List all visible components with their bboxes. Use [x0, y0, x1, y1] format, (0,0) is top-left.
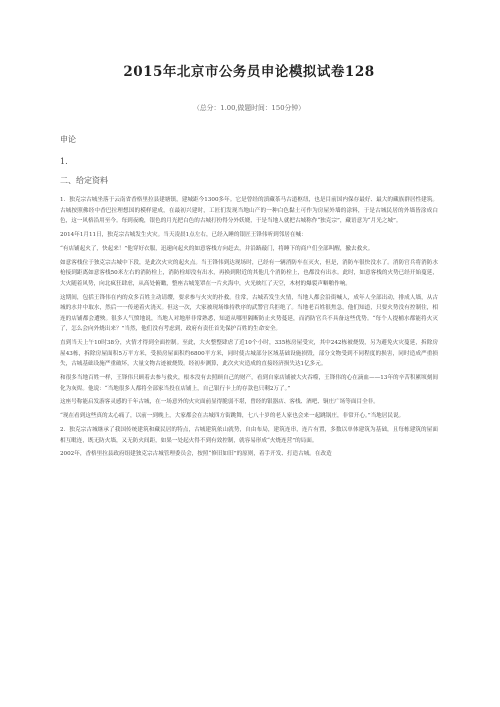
paragraph: 如意客栈位于独克宗古城中下段，是此次火灾的起火点。当王锋伟到达现场时，已经有一辆消防车在灭火，但是，消防车很快没水了。消防官兵将消防水枪接到距离如意客栈50米左右的消防栓上，消防栓却没有出水，再换到附近的其他几个消防栓上，也都没有出水。此时，如意客栈的火势已经开始蔓延，大火随着风势，向北疯狂肆虐，从高处俯瞰，整座古城笼罩在一片火海中，火光映红了天空，木材的爆裂声噼啪作响。 — [60, 259, 438, 287]
paragraph: 1．独克宗古城坐落于云南省香格里拉县建塘镇，建城距今1300多年。它是曾经的滇藏茶马古道枢纽，也是目前国内保存最好、最大的藏族群居性建筑。古城按照佛经中香巴拉理想国的模样建成，在最初兴建时，工匠们发现当地山产的一种白色黏土可作为房屋外墙的涂料，于是古城民居的外墙皆涂成白色，这一风格沿用至今。每到夜晚，银色的月光把白色的古城打扮得分外妖娆，于是当地人就把古城称作“独克宗”，藏语意为“月光之城”。 — [60, 197, 438, 225]
section-heading: 申论 — [60, 135, 76, 144]
paragraph: 2014年1月11日，独克宗古城发生火灾。当天凌晨1点左右，已经入睡的银匠王锋伟听到邻居在喊： — [60, 231, 307, 238]
paragraph: “有店铺起火了，快起来！”他穿好衣服，迅速向起火的如意客栈方向赶去，并沿路敲门，将睡下的商户们全部叫醒，撤去救火。 — [60, 245, 374, 252]
subsection-heading: 二、给定资料 — [60, 176, 108, 185]
paragraph: 这期间，包括王锋伟在内的众多百姓主动请缨，要求参与火灾的扑救。往常，古城若发生火情，当地人都会沿街喊人，成年人全部出动，排成人墙，从古城的水井中取水，然后一一传递着火浇灭。但这一次，大家被现场维持秩序的武警官兵拒绝了。当地老百姓很焦急，他们知道，只要火势没有控制住，相连的店铺都会遭殃。很多人气愤地说，当地人对地形非常熟悉，知道从哪里隔断防止火势蔓延，而消防官兵不具备这些优势。“每个人提桶水都能将火灭了，怎么会向外烧出来？”当然，他们没有考虑到，政府有责任首先保护百姓的生命安全。 — [60, 294, 438, 333]
exam-meta: （总分：1.00,做题时间：150分钟） — [193, 104, 305, 112]
document-body — [60, 195, 438, 460]
paragraph: 2002年，香格里拉县政府组建独克宗古城管理委员会，按照“修旧如旧”的原则，着手开发、打造古城。在改造 — [60, 451, 332, 458]
paragraph: 这座号称能启发游客灵感的千年古城，在一场意外的火灾面前显得脆弱不堪，曾经的银器店、客栈、酒吧、铜庄广场等面目全非。 — [60, 399, 379, 406]
question-number: 1. — [60, 157, 68, 166]
paragraph: 2．独克宗古城继承了我国传统建筑和藏民居的特点，古城建筑依山就势，自由布局，建筑连串，连片有置，多数以单体建筑为基础，且每栋建筑的屋面相互毗连，既无防火墙，又无防火间距，如果一处起火得不到有效控制，就容易形成“火烧连营”的局面。 — [60, 426, 438, 444]
paragraph: “现在看到这些真的太心痛了，以前一到晚上，大家都会在古城四方街跳舞，七八十岁的老人家也会来一起跳锅庄，非常开心。”当地居民说。 — [60, 413, 405, 420]
document-title: 2015年北京市公务员申论模拟试卷128 — [123, 64, 375, 80]
paragraph: 直到当天上午10时38分，火情才得到全面控制。至此，大火整整肆虐了近10个小时，335栋房屋受灾，其中242栋被烧毁，另为避免火灾蔓延，拆除房屋43栋，拆除房屋面积5万平方米，受损房屋面积约6800平方米，同时使古城部分区域基础设施损毁，部分文物受到不同程度的损害，同时造成严重损失，古城基础设施严重破坏，大量文物古迹被烧毁。经初步测算，此次火灾造成的直接经济损失达1亿多元。 — [60, 340, 438, 368]
paragraph: 和很多当地百姓一样，王锋伟只顾着去参与救火，根本没有去照顾自己的财产，看到自家店铺被大火吞噬，王锋伟的心在滴血——13年的辛苦积累顷刻间化为灰烬。他说：“当地很多人都将全部家当投在店铺上，自己银行卡上的存款也只剩2万了。” — [60, 375, 438, 392]
